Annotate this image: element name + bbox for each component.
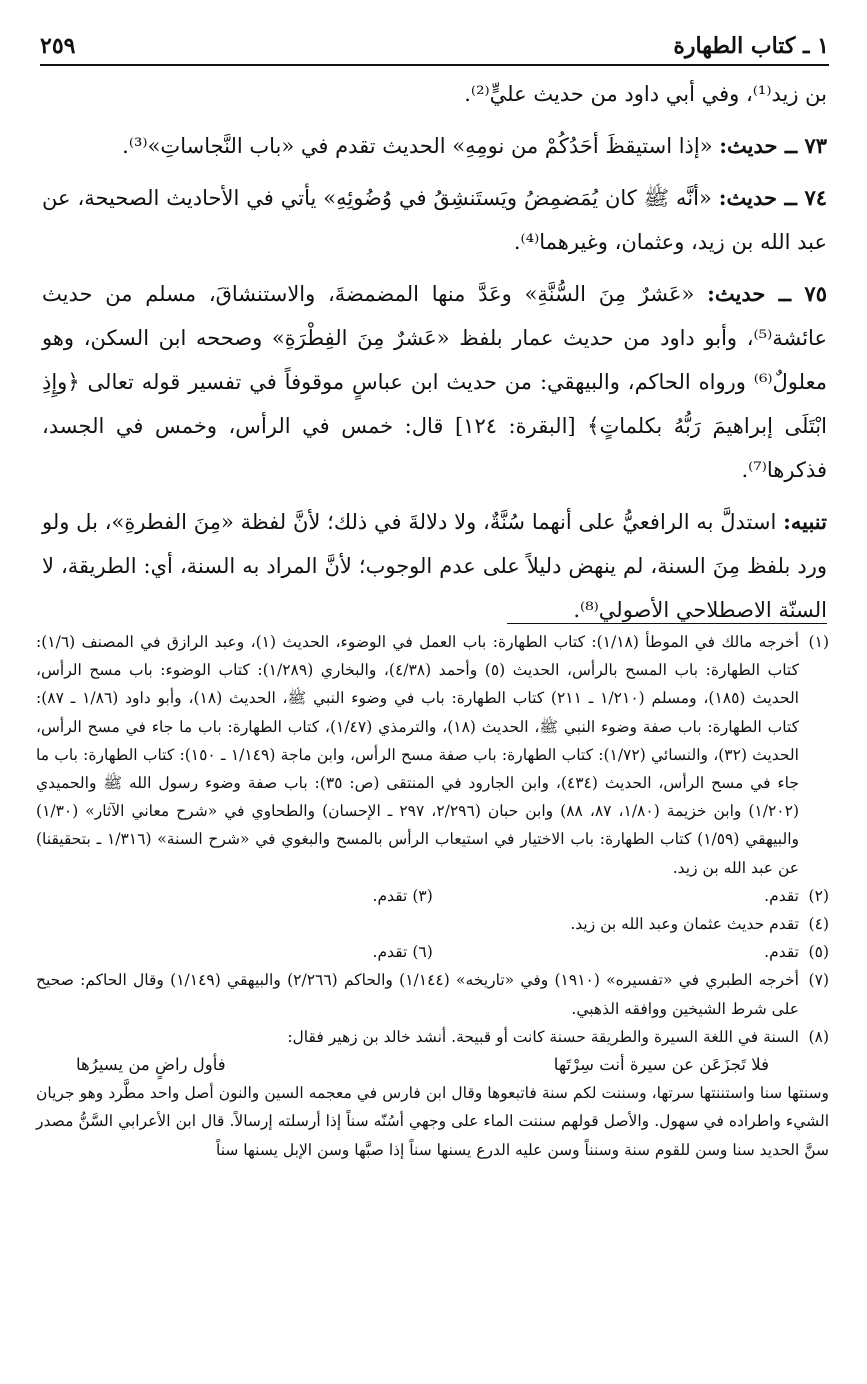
footnote-number: (١) [808, 633, 829, 651]
footnote-text: أخرجه مالك في الموطأ (١/١٨): كتاب الطهارة: باب العمل في الوضوء، الحديث (١)، وعبد الرازق في المصنف (١/٦): كتاب الطهارة: باب المسح بالرأس، الحديث (٥) وأحمد (٤/٣٨)، والبخاري (١/٢٨٩): كتاب الوضوء: باب مسح الرأس، الحديث (١٨٥)، ومسلم (١/٢١٠ ـ ٢١١) كتاب الطهارة: باب في وضوء النبي ﷺ، الحديث (١٨)، وأبو داود (١/٨٦ ـ ٨٧): كتاب الطهارة: باب صفة وضوء النبي ﷺ، الحديث (١٨)، والترمذي (١/٤٧)، كتاب الطهارة: باب ما جاء في مسح الرأس، الحديث (٣٢)، والنسائي (١/٧٢): كتاب الطهارة: باب صفة مسح الرأس، وابن ماجة (١/١٤٩ ـ ١٥٠): كتاب الطهارة: باب ما جاء في مسح الرأس، الحديث (٤٣٤)، وابن الجارود في المنتقى (ص: ٣٥): باب صفة وضوء رسول الله ﷺ والحميدي (١/٢٠٢) وابن خزيمة (١/٨٠، ٨٧، ٨٨) وابن حبان (٢/٢٩٦، ٢٩٧ ـ الإحسان) والطحاوي في «شرح معاني الآثار» (١/٣٠) والبيهقي (١/٥٩) كتاب الطهارة: باب الاختيار في استيعاب الرأس بالمسح والبغوي في «شرح السنة» (١/٣١٦ ـ بتحقيقنا) عن عبد الله بن زيد. [36, 633, 800, 877]
tanbih-text: استدلَّ به الرافعيُّ على أنهما سُنَّةٌ، ولا دلالةَ في ذلك؛ لأنَّ لفظة «مِنَ الفطرةِ»، بل ولو ورد بلفظ مِنَ السنة، لم ينهض دليلاً على عدم الوجوب؛ لأنَّ المراد به السنة، أي: الطريقة، لا السنّة الاصطلاحي الأصولي⁽⁸⁾. [42, 510, 827, 622]
footnotes [36, 628, 829, 1164]
page-number: ٢٥٩ [40, 33, 76, 59]
footnote-6 [67, 938, 433, 966]
footnote-number: (٤) [808, 915, 829, 934]
main-text [42, 72, 827, 640]
tanbih-note [42, 500, 827, 632]
footnote-row-5-6 [36, 938, 829, 966]
verse-second-half: فأول راضٍ من يسيرُها [76, 1055, 226, 1075]
footnote-number: (٥) [808, 943, 829, 962]
footnote-number: (٧) [808, 971, 829, 990]
continuation-line: بن زيد⁽¹⁾، وفي أبي داود من حديث عليٍّ⁽²⁾. [464, 82, 827, 106]
footnote-text: السنة في اللغة السيرة والطريقة حسنة كانت أو قبيحة. أنشد خالد بن زهير فقال: [287, 1027, 799, 1046]
poem-verse [36, 1051, 829, 1079]
header-rule [40, 64, 829, 66]
footnote-8 [36, 1023, 829, 1051]
tanbih-lead: تنبيه: [783, 509, 827, 534]
hadith-73-text: «إذا استيقظَ أحَدُكُمْ من نومِهِ» الحديث تقدم في «باب النَّجاساتِ»⁽³⁾. [122, 134, 713, 158]
footnote-row-2-3 [36, 882, 829, 910]
hadith-75-lead: ٧٥ ــ حديث: [707, 281, 827, 306]
hadith-74 [42, 176, 827, 264]
footnote-number: (٣) [412, 886, 433, 905]
hadith-75 [42, 272, 827, 492]
footnote-text: تقدم. [372, 943, 408, 962]
hadith-74-lead: ٧٤ ــ حديث: [718, 185, 827, 210]
hadith-73-lead: ٧٣ ــ حديث: [719, 133, 827, 158]
footnote-separator [507, 623, 827, 624]
page-header [40, 30, 829, 62]
hadith-75-text: «عَشرٌ مِنَ السُّنَّةِ» وعَدَّ منها المضمضةَ، والاستنشاقَ، مسلم من حديث عائشة⁽⁵⁾، وأبو داود من حديث عمار بلفظ «عَشرٌ مِنَ الفِطْرَةِ» وصححه ابن السكن، وهو معلولٌ⁽⁶⁾ ورواه الحاكم، والبيهقي: من حديث ابن عباسٍ موقوفاً في تفسير قوله تعالى ﴿وإِذِ ابْتَلَى إبراهيمَ رَبُّهُ بكلماتٍ﴾ [البقرة: ١٢٤] قال: خمس في الرأس، وخمس في الجسد، فذكرها⁽⁷⁾. [42, 282, 827, 482]
hadith-74-text: «أنَّه ﷺ كان يُمَضمِضُ ويَستَنشِقُ في وُضُوئِهِ» يأتي في الأحاديث الصحيحة، عن عبد الله بن زيد، وعثمان، وغيرهما⁽⁴⁾. [42, 186, 827, 254]
footnote-number: (٢) [808, 886, 829, 905]
footnote-3 [67, 882, 433, 910]
footnote-text: تقدم. [764, 943, 799, 962]
footnote-4 [36, 910, 829, 938]
footnote-number: (٦) [412, 943, 433, 962]
verse-first-half: فلا تَجزَعَن عن سيرة أنت سِرْتَها [553, 1055, 769, 1075]
footnote-7 [36, 966, 829, 1022]
footnote-1 [36, 628, 829, 882]
hadith-73 [42, 124, 827, 168]
chapter-title: ١ ـ كتاب الطهارة [673, 33, 829, 59]
footnote-text: تقدم. [372, 886, 408, 905]
footnote-text: تقدم حديث عثمان وعبد الله بن زيد. [570, 915, 799, 934]
footnote-text: تقدم. [764, 886, 799, 905]
footnote-number: (٨) [808, 1027, 829, 1046]
footnote-text: أخرجه الطبري في «تفسيره» (١٩١٠) وفي «تاريخه» (١/١٤٤) والحاكم (٢/٢٦٦) والبيهقي (١/١٤٩) وقال الحاكم: صحيح على شرط الشيخين ووافقه الذهبي. [36, 971, 799, 1018]
footnote-8-continuation: وسنتها سنا واستننتها سرتها، وسننت لكم سنة فاتبعوها وقال ابن فارس في معجمه السين والنون أصل واحد مطَّرد وهو جريان الشيء واطراده في سهول. والأصل قولهم سننت الماء على وجهي أسُنّه سناً إذا أرسلته إرسالاً. قال ابن الأعرابي السَّنُّ مصدر سنَّ الحديد سنا وسن للقوم سنة وسنناً وسن عليه الدرع يسنها سناً إذا صبَّها وسن الإبل يسنها سناً [36, 1084, 829, 1159]
